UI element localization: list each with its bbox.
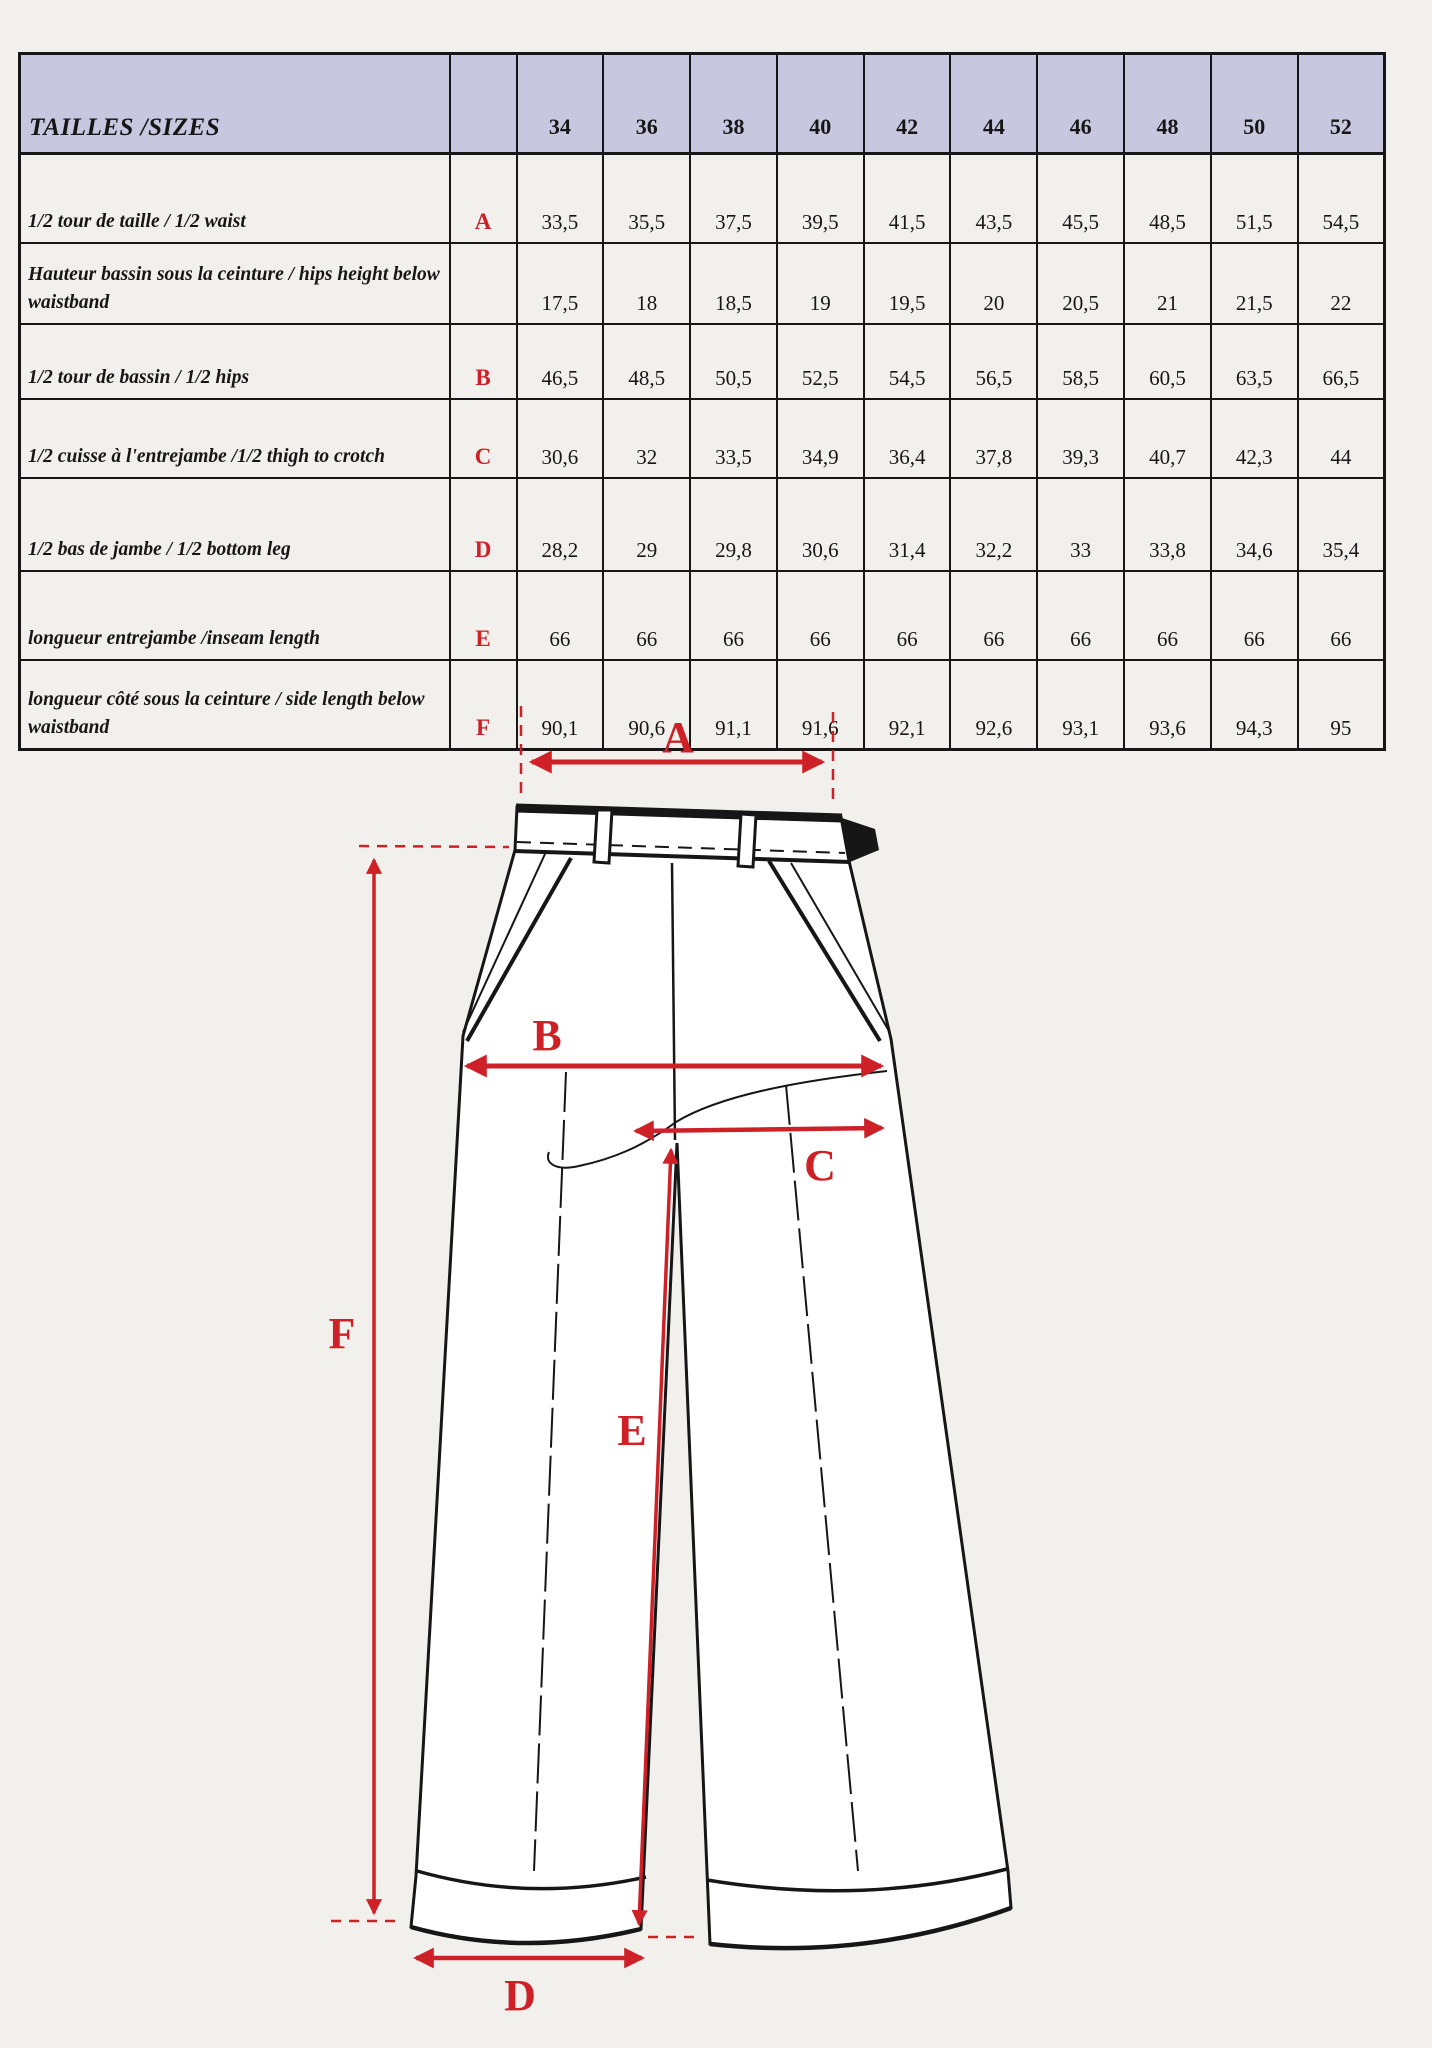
size-column-header: 52 <box>1298 54 1385 154</box>
value-cell: 37,5 <box>690 154 777 244</box>
value-cell: 66,5 <box>1298 324 1385 399</box>
value-cell: 54,5 <box>864 324 951 399</box>
value-cell: 66 <box>1124 571 1211 660</box>
value-cell: 33,5 <box>517 154 604 244</box>
value-cell: 32,2 <box>950 478 1037 571</box>
value-cell: 33,5 <box>690 399 777 478</box>
value-cell: 60,5 <box>1124 324 1211 399</box>
value-cell: 20,5 <box>1037 243 1124 324</box>
value-cell: 58,5 <box>1037 324 1124 399</box>
value-cell: 39,5 <box>777 154 864 244</box>
dimension-arrow-c <box>636 1128 882 1131</box>
table-title: TAILLES /SIZES <box>20 54 450 154</box>
row-label: 1/2 tour de bassin / 1/2 hips <box>20 324 450 399</box>
row-label: Hauteur bassin sous la ceinture / hips height below waistband <box>20 243 450 324</box>
value-cell: 29,8 <box>690 478 777 571</box>
pants-outline <box>411 807 1011 1949</box>
value-cell: 18,5 <box>690 243 777 324</box>
value-cell: 43,5 <box>950 154 1037 244</box>
value-cell: 66 <box>690 571 777 660</box>
row-letter: B <box>450 324 517 399</box>
value-cell: 90,6 <box>603 660 690 750</box>
value-cell: 54,5 <box>1298 154 1385 244</box>
value-cell: 94,3 <box>1211 660 1298 750</box>
value-cell: 18 <box>603 243 690 324</box>
belt-loop <box>594 810 612 863</box>
value-cell: 66 <box>950 571 1037 660</box>
measure-letter-d: D <box>504 1971 536 2020</box>
size-column-header: 48 <box>1124 54 1211 154</box>
row-label: longueur entrejambe /inseam length <box>20 571 450 660</box>
row-label: 1/2 cuisse à l'entrejambe /1/2 thigh to crotch <box>20 399 450 478</box>
value-cell: 42,3 <box>1211 399 1298 478</box>
value-cell: 93,6 <box>1124 660 1211 750</box>
value-cell: 66 <box>777 571 864 660</box>
value-cell: 39,3 <box>1037 399 1124 478</box>
value-cell: 93,1 <box>1037 660 1124 750</box>
value-cell: 66 <box>1037 571 1124 660</box>
value-cell: 35,4 <box>1298 478 1385 571</box>
value-cell: 31,4 <box>864 478 951 571</box>
value-cell: 33,8 <box>1124 478 1211 571</box>
value-cell: 44 <box>1298 399 1385 478</box>
value-cell: 21 <box>1124 243 1211 324</box>
value-cell: 40,7 <box>1124 399 1211 478</box>
value-cell: 30,6 <box>777 478 864 571</box>
measure-letter-c: C <box>804 1141 836 1190</box>
value-cell: 66 <box>1211 571 1298 660</box>
value-cell: 66 <box>517 571 604 660</box>
row-letter: E <box>450 571 517 660</box>
row-letter: C <box>450 399 517 478</box>
value-cell: 66 <box>864 571 951 660</box>
value-cell: 35,5 <box>603 154 690 244</box>
measure-letter-b: B <box>532 1011 562 1060</box>
size-column-header: 44 <box>950 54 1037 154</box>
measure-letter-e: E <box>617 1406 647 1455</box>
value-cell: 17,5 <box>517 243 604 324</box>
value-cell: 46,5 <box>517 324 604 399</box>
value-cell: 41,5 <box>864 154 951 244</box>
value-cell: 33 <box>1037 478 1124 571</box>
size-column-header: 40 <box>777 54 864 154</box>
value-cell: 56,5 <box>950 324 1037 399</box>
value-cell: 32 <box>603 399 690 478</box>
row-label: 1/2 bas de jambe / 1/2 bottom leg <box>20 478 450 571</box>
size-column-header: 50 <box>1211 54 1298 154</box>
value-cell: 34,6 <box>1211 478 1298 571</box>
value-cell: 63,5 <box>1211 324 1298 399</box>
value-cell: 66 <box>603 571 690 660</box>
value-cell: 22 <box>1298 243 1385 324</box>
value-cell: 19 <box>777 243 864 324</box>
value-cell: 28,2 <box>517 478 604 571</box>
value-cell: 95 <box>1298 660 1385 750</box>
row-label: longueur côté sous la ceinture / side length below waistband <box>20 660 450 750</box>
size-column-header: 36 <box>603 54 690 154</box>
row-letter: D <box>450 478 517 571</box>
value-cell: 92,1 <box>864 660 951 750</box>
value-cell: 19,5 <box>864 243 951 324</box>
value-cell: 91,6 <box>777 660 864 750</box>
belt-loop <box>738 814 756 867</box>
value-cell: 45,5 <box>1037 154 1124 244</box>
value-cell: 51,5 <box>1211 154 1298 244</box>
value-cell: 37,8 <box>950 399 1037 478</box>
value-cell: 66 <box>1298 571 1385 660</box>
size-column-header: 38 <box>690 54 777 154</box>
value-cell: 50,5 <box>690 324 777 399</box>
value-cell: 91,1 <box>690 660 777 750</box>
value-cell: 21,5 <box>1211 243 1298 324</box>
value-cell: 92,6 <box>950 660 1037 750</box>
size-column-header: 46 <box>1037 54 1124 154</box>
size-column-header: 42 <box>864 54 951 154</box>
value-cell: 48,5 <box>603 324 690 399</box>
value-cell: 20 <box>950 243 1037 324</box>
measure-letter-f: F <box>328 1309 356 1358</box>
value-cell: 36,4 <box>864 399 951 478</box>
size-column-header: 34 <box>517 54 604 154</box>
row-letter: A <box>450 154 517 244</box>
value-cell: 90,1 <box>517 660 604 750</box>
row-letter: F <box>450 660 517 750</box>
value-cell: 30,6 <box>517 399 604 478</box>
row-label: 1/2 tour de taille / 1/2 waist <box>20 154 450 244</box>
value-cell: 48,5 <box>1124 154 1211 244</box>
value-cell: 52,5 <box>777 324 864 399</box>
measure-letter-a: A <box>662 713 694 762</box>
value-cell: 29 <box>603 478 690 571</box>
value-cell: 34,9 <box>777 399 864 478</box>
